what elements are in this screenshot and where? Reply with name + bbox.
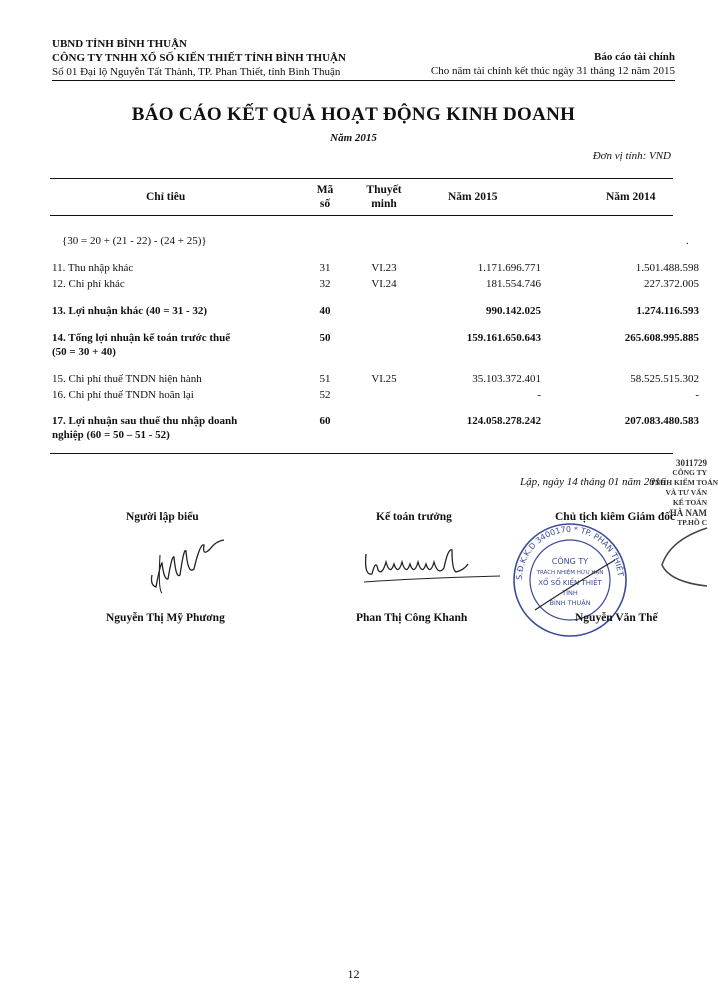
currency-unit: Đơn vị tính: VND xyxy=(592,150,671,162)
col-note-header-line2: minh xyxy=(371,198,397,210)
row-label: {30 = 20 + (21 - 22) - (24 + 25)} xyxy=(62,235,207,247)
row-value-2015: 990.142.025 xyxy=(486,305,541,317)
page-title: BÁO CÁO KẾT QUẢ HOẠT ĐỘNG KINH DOANH xyxy=(131,104,576,125)
row-value-2015: 124.058.278.242 xyxy=(466,415,541,427)
row-value-2015: 181.554.746 xyxy=(486,278,541,290)
col-2015-header: Năm 2015 xyxy=(448,191,498,203)
auditor-stamp-text: KẾ TOÁN xyxy=(672,498,707,507)
auditor-stamp-text: TP.HỒ C xyxy=(677,518,707,527)
stamp-center-text: CÔNG TY xyxy=(551,557,589,566)
row-label-line2: (50 = 30 + 40) xyxy=(52,346,116,358)
row-label: 11. Thu nhập khác xyxy=(52,262,134,274)
report-info xyxy=(431,50,675,78)
table-header-rule xyxy=(50,215,673,216)
fiscal-year-note: Cho năm tài chính kết thúc ngày 31 tháng 12 năm 2015 xyxy=(430,65,675,77)
row-label: 16. Chi phí thuế TNDN hoãn lại xyxy=(52,389,194,401)
stamp-center-text: XỔ SỐ KIẾN THIẾT xyxy=(538,579,602,587)
auditor-stamp-text: CÔNG TY xyxy=(672,468,707,477)
col-indicator-header: Chỉ tiêu xyxy=(146,191,186,203)
col-note-header xyxy=(352,183,416,211)
company-header xyxy=(52,37,346,79)
report-type: Báo cáo tài chính xyxy=(594,51,675,63)
row-code: 52 xyxy=(319,389,331,401)
stamp-center-text: TRÁCH NHIỆM HỮU HẠN xyxy=(536,570,604,576)
auditor-stamp-text: 3011729 xyxy=(675,458,707,468)
row-label: 13. Lợi nhuận khác (40 = 31 - 32) xyxy=(52,305,208,317)
row-label-line1: 14. Tổng lợi nhuận kế toán trước thuế xyxy=(52,332,231,344)
row-value-2014: - xyxy=(695,389,699,401)
stamp-center-text: BÌNH THUẬN xyxy=(549,599,591,607)
row-code: 51 xyxy=(319,373,331,385)
row-value-2014: 207.083.480.583 xyxy=(624,415,699,427)
row-value-2015: - xyxy=(537,389,541,401)
auditor-stamp-border xyxy=(650,520,707,590)
row-value-2014: 227.372.005 xyxy=(644,278,699,290)
row-label: 15. Chi phí thuế TNDN hiện hành xyxy=(52,373,202,385)
chair-title: Chủ tịch kiêm Giám đốc xyxy=(555,511,676,523)
row-label-line1: 17. Lợi nhuận sau thuế thu nhập doanh xyxy=(52,415,238,427)
page-number: 12 xyxy=(347,967,360,981)
report-date: Lập, ngày 14 tháng 01 năm 2016 xyxy=(520,476,666,488)
table-row-formula xyxy=(62,234,207,248)
preparer-name: Nguyễn Thị Mỹ Phương xyxy=(106,612,225,624)
row-code: 50 xyxy=(319,332,331,344)
col-2014-header: Năm 2014 xyxy=(606,191,656,203)
accountant-title: Kế toán trưởng xyxy=(376,511,452,523)
stamp-center-text: TỈNH xyxy=(562,589,578,597)
row-note: VI.23 xyxy=(371,262,397,274)
row-label xyxy=(52,414,237,442)
auditor-stamp-text: HÀ NAM xyxy=(669,508,707,518)
col-code-header xyxy=(305,183,345,211)
row-label: 12. Chi phí khác xyxy=(52,278,125,290)
province-name: UBND TỈNH BÌNH THUẬN xyxy=(52,38,187,50)
table-top-rule xyxy=(50,178,673,179)
row-value-2015: 35.103.372.401 xyxy=(472,373,541,385)
row-note: VI.25 xyxy=(371,373,397,385)
row-value-2014: 58.525.515.302 xyxy=(630,373,699,385)
row-value-2015: 159.161.650.643 xyxy=(466,332,541,344)
row-value-2014: . xyxy=(686,235,689,247)
accountant-name: Phan Thị Công Khanh xyxy=(356,612,468,624)
stamp-ring-text: S.Đ.K.K.D 3400170 * TP. PHAN THIẾT xyxy=(514,524,625,581)
table-bottom-rule xyxy=(50,453,673,454)
row-code: 31 xyxy=(319,262,331,274)
col-code-header-line2: số xyxy=(319,198,331,210)
row-value-2014: 1.501.488.598 xyxy=(635,262,699,274)
row-code: 32 xyxy=(319,278,331,290)
row-label-line2: nghiệp (60 = 50 – 51 - 52) xyxy=(52,429,170,441)
chair-name: Nguyễn Văn Thế xyxy=(575,612,658,624)
row-value-2015: 1.171.696.771 xyxy=(477,262,541,274)
row-value-2014: 265.608.995.885 xyxy=(624,332,699,344)
row-note: VI.24 xyxy=(371,278,397,290)
accountant-signature xyxy=(360,540,510,590)
preparer-signature xyxy=(140,535,240,595)
row-code: 60 xyxy=(319,415,331,427)
col-code-header-line1: Mã xyxy=(316,184,334,196)
row-label xyxy=(52,331,230,359)
col-note-header-line1: Thuyết xyxy=(366,184,402,196)
company-name: CÔNG TY TNHH XỔ SỐ KIẾN THIẾT TỈNH BÌNH THUẬN xyxy=(52,52,346,64)
row-value-2014: 1.274.116.593 xyxy=(636,305,699,317)
header-divider xyxy=(52,80,675,81)
row-code: 40 xyxy=(319,305,331,317)
company-address: Số 01 Đại lộ Nguyễn Tất Thành, TP. Phan Thiết, tỉnh Bình Thuận xyxy=(52,66,341,78)
auditor-stamp-text: VÀ TƯ VẤN xyxy=(665,488,707,497)
auditor-stamp-text: TNHH KIỂM TOÁN xyxy=(650,478,718,487)
preparer-title: Người lập biểu xyxy=(126,511,199,523)
page-subtitle: Năm 2015 xyxy=(330,132,377,144)
